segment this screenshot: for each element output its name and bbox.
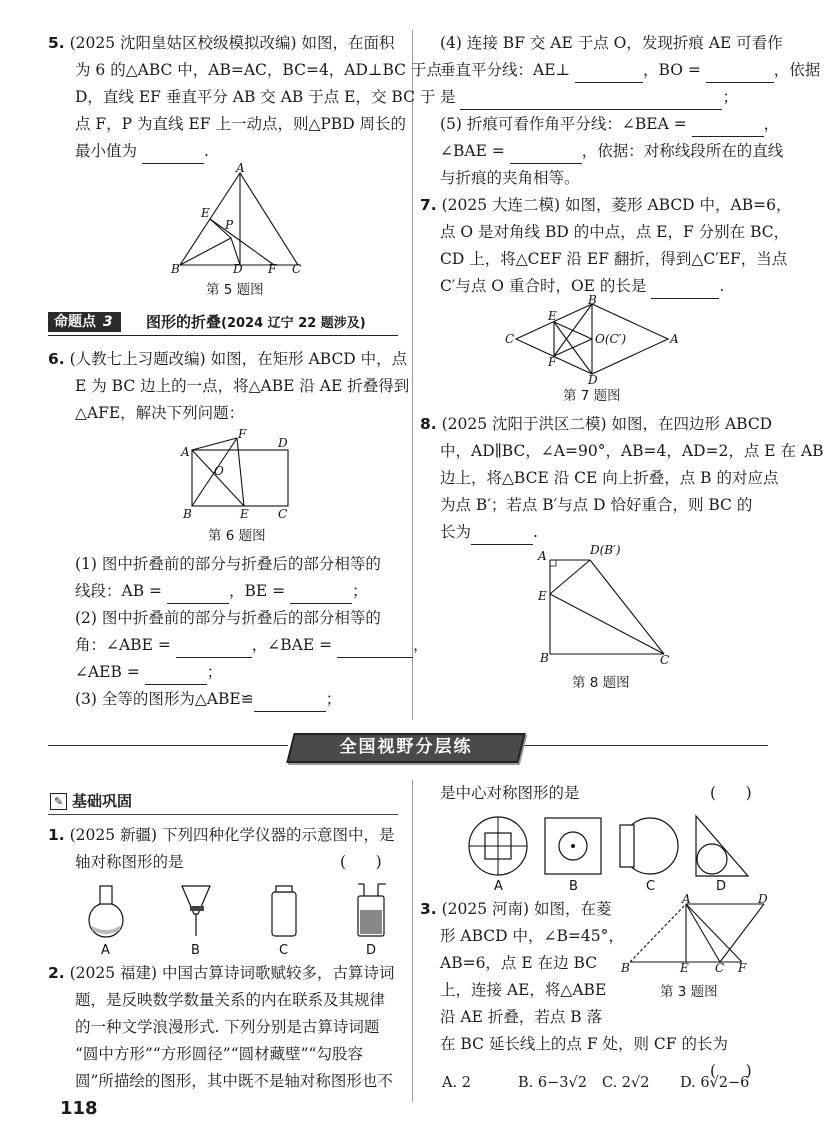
q3-side-ab [630,904,686,962]
q2-line-3: 的一种文学浪漫形式. 下列分别是古算诗词题 [75,1018,380,1036]
q6-rectangle-abcd [192,450,288,506]
q1-option-c-label: C [279,943,289,958]
q2-line-4: “圆中方形”“方形圆径”“圆材藏壁”“勾股容 [75,1045,363,1063]
q6-label-b: B [183,507,192,521]
q6-line-3: △AFE，解决下列问题： [75,404,245,422]
q2-option-b[interactable] [545,818,601,894]
q6-line-1 [48,346,407,372]
q5-label-f: F [268,262,277,276]
q3-figure [618,894,778,976]
q3-line-5: 沿 AE 折叠，若点 B 落 [440,1008,603,1026]
q8-caption: 第 8 题图 [572,675,630,691]
q7-text-1: (2025 大连二模) 如图，菱形 ABCD 中，AB=6， [441,196,792,214]
q7-line-3: CD 上，将△CEF 沿 EF 翻折，得到△C′EF，当点 [440,250,788,268]
q5-text-5: 最小值为 [75,142,138,160]
q8-line-5: 长为 . [440,519,538,545]
q2-option-a-label: A [494,879,503,894]
q6-label-d: D [278,436,288,450]
q2-line-1: 2. (2025 福建) 中国古算诗词歌赋较多，古算诗词 [48,964,395,982]
q7-caption: 第 7 题图 [563,388,621,404]
q5-label-b: B [171,262,180,276]
q6-ab-blank[interactable] [167,585,229,604]
q3-label-b: B [621,961,630,975]
q7-label-f: F [548,355,557,369]
q5-line-4: 点 F，P 为直线 EF 上一动点，则△PBD 周长的 [75,115,407,133]
q7-number: 7. [420,196,437,214]
q3-line-3: AB=6，点 E 在边 BC [440,954,598,972]
q2-option-d[interactable] [696,816,748,894]
section-header [48,311,398,336]
q5-label-e: E [201,206,210,220]
q6-bae2-blank[interactable] [510,145,582,164]
page-number: 118 [60,1098,98,1119]
q3-line-6: 在 BC 延长线上的点 F 处，则 CF 的长为 [440,1035,728,1053]
q8-label-d: D(B′) [590,543,621,557]
q7-label-c: C [505,332,515,346]
q1-options [70,878,400,958]
q2-cont-line: 是中心对称图形的是 [440,784,580,802]
q8-sides-ab-bc [550,560,664,654]
q8-line-3: 边上，将△BCE 沿 CE 向上折叠，点 B 的对应点 [440,469,779,487]
q1-option-b-label: B [191,943,200,958]
q3-line-1: 3. (2025 河南) 如图，在菱 [420,900,612,918]
section-note: (2024 辽宁 22 题涉及) [221,316,366,331]
q7-line-1 [420,192,791,218]
q5-answer-blank[interactable] [142,145,204,164]
q3-label-c: C [715,961,725,975]
q5-line-1 [48,30,395,56]
q2-line-5: 圆”所描绘的图形，其中既不是轴对称图形也不 [75,1072,393,1090]
q3-choice-b[interactable]: B. 6−3√2 [518,1075,587,1091]
q5-label-a: A [236,161,245,175]
q6-aeb-blank[interactable] [145,666,207,685]
q7-answer-blank[interactable] [651,280,719,299]
q3-line-4: 上，连接 AE，将△ABE [440,981,607,999]
q7-line-4: C′与点 O 重合时，OE 的长是 . [440,273,724,299]
q3-label-d: D [758,892,768,906]
q5-text-1: (2025 沈阳皇姑区校级模拟改编) 如图，在面积 [69,34,395,52]
column-divider-lower [412,780,413,1102]
q5-line-2: 为 6 的△ABC 中，AB=AC，BC=4，AD⊥BC 于点 [75,61,442,79]
banner-title: 全国视野分层练 [339,737,473,757]
pencil-icon: ✎ [50,793,67,810]
q8-label-c: C [660,653,670,667]
q6-reason-blank[interactable] [460,91,722,110]
basics-title: 基础巩固 [72,792,133,810]
q6-part5-line1: (5) 折痕可看作角平分线：∠BEA = ， [440,111,779,137]
q6-part4-line1: (4) 连接 BF 交 AE 于点 O，发现折痕 AE 可看作 [440,34,783,52]
q1-option-b[interactable] [182,886,210,958]
q2-option-a[interactable] [469,817,527,894]
section-title: 图形的折叠(2024 辽宁 22 题涉及) [146,313,366,331]
q5-triangle-abc [180,173,298,265]
q8-right-angle-mark [550,560,556,566]
q2-option-b-label: B [569,879,578,894]
q6-label-c: C [278,507,288,521]
q6-part5-line3: 与折痕的夹角相等。 [440,169,580,187]
q3-answer-paren[interactable]: ( ) [710,1062,752,1080]
q7-label-e: E [548,309,557,323]
q5-line-5 [75,138,209,164]
q2-line-2: 题，是反映数学数量关系的内在联系及其规律 [75,991,386,1009]
q2-option-c-label: C [646,879,656,894]
q2-answer-paren[interactable]: ( ) [710,784,752,802]
q8-side-dc [590,560,664,654]
q3-choice-c[interactable]: C. 2√2 [602,1075,650,1091]
q6-congruent-blank[interactable] [254,693,326,712]
q7-label-d: D [588,373,598,387]
q6-label-o: O [214,464,224,478]
q6-part2-line3: ∠AEB = ； [75,659,222,685]
q6-part1-line1: (1) 图中折叠前的部分与折叠后的部分相等的 [75,555,381,573]
q2-number: 2. [48,964,65,982]
q8-answer-blank[interactable] [471,526,533,545]
q3-segment-af [686,904,742,962]
q5-segment-pd [231,238,240,265]
q6-part5-line2: ∠BAE = ，依据：对称线段所在的直线 [440,138,783,164]
q6-be-blank[interactable] [290,585,352,604]
q1-option-d[interactable] [358,884,386,958]
q1-option-a[interactable] [89,886,123,958]
q8-label-b: B [540,651,549,665]
q8-number: 8. [420,415,437,433]
q8-label-e: E [538,589,547,603]
q3-choice-d[interactable]: D. 6√2−6 [680,1075,750,1091]
q7-line-2: 点 O 是对角线 BD 的中点，点 E，F 分别在 BC， [440,223,790,241]
banner-rule-left [48,745,288,746]
q6-part3-line: (3) 全等的图形为△ABE≌ ； [75,686,341,712]
q6-text-1: (人教七上习题改编) 如图，在矩形 ABCD 中，点 [69,350,408,368]
q6-figure [178,427,298,521]
q6-label-a: A [181,445,190,459]
q8-fold-ec [550,594,664,654]
q5-text-end: . [203,142,209,160]
q5-caption: 第 5 题图 [206,282,264,298]
q3-choice-a[interactable]: A. 2 [442,1075,471,1091]
q5-segment-bp [180,238,231,265]
basics-heading [48,790,398,815]
q5-line-ef [210,219,274,265]
q1-line-2: 轴对称图形的是 [75,853,184,871]
q6-perp-blank[interactable] [575,64,643,83]
banner-rule-right [520,745,768,746]
q7-label-o: O(C′) [595,332,627,346]
q8-line-1 [420,411,772,437]
section-number: 3 [102,314,113,330]
q6-segment-fe [237,438,244,506]
q6-bea-blank[interactable] [692,118,764,137]
q3-label-f: F [738,961,747,975]
q3-choices [440,1072,780,1096]
q6-part4-line2: 垂直平分线：AE⊥ ，BO = ，依据 [440,57,820,83]
q3-side-dc [720,904,764,962]
q6-part1-line2: 线段：AB = ，BE = ； [75,578,368,604]
q5-line-3: D，直线 EF 垂直平分 AB 交 AB 于点 E，交 BC 于 [75,88,436,106]
q6-line-2: E 为 BC 边上的一点，将△ABE 沿 AE 折叠得到 [75,377,410,395]
q6-bae-blank[interactable] [337,639,413,658]
q5-label-p: P [225,218,234,232]
q1-option-a-label: A [101,943,110,958]
q5-label-d: D [233,262,243,276]
q3-number: 3. [420,900,437,918]
q1-answer-paren[interactable]: ( ) [340,853,382,871]
q1-number: 1. [48,826,65,844]
q3-caption: 第 3 题图 [660,984,718,1000]
q3-line-2: 形 ABCD 中，∠B=45°， [440,927,624,945]
q2-options [460,810,760,896]
q7-label-b: B [588,293,597,307]
q3-label-a: A [682,892,691,906]
q5-figure [165,161,315,277]
q2-option-d-label: D [716,879,727,894]
q7-label-a: A [670,332,679,346]
q1-option-d-label: D [366,943,377,958]
q6-fold-ae [192,450,244,506]
q1-option-c[interactable] [272,886,296,958]
q8-figure [532,543,682,668]
q8-line-2: 中，AD∥BC，∠A=90°，AB=4，AD=2，点 E 在 AB [440,442,824,460]
q6-label-e: E [240,507,249,521]
q6-part2-line2: 角：∠ABE = ，∠BAE = ， [75,632,429,658]
section-tag: 命题点 3 [48,312,121,332]
q6-caption: 第 6 题图 [208,528,266,544]
q8-label-a: A [538,549,547,563]
q6-abe-blank[interactable] [176,639,252,658]
q6-number: 6. [48,350,65,368]
q5-label-c: C [292,262,302,276]
q8-text-1: (2025 沈阳于洪区二模) 如图，在四边形 ABCD [441,415,773,433]
q8-line-4: 为点 B′；若点 B′与点 D 恰好重合，则 BC 的 [440,496,753,514]
q2-option-c[interactable] [620,818,678,894]
q6-bo-blank[interactable] [706,64,774,83]
q7-figure [502,293,692,387]
q6-part4-line3: 是 ； [440,84,738,110]
q5-number: 5. [48,34,65,52]
q6-label-f: F [238,427,247,441]
column-divider [412,30,413,720]
q1-line-1: 1. (2025 新疆) 下列四种化学仪器的示意图中，是 [48,826,395,844]
q3-segment-ac [686,904,720,962]
q3-label-e: E [680,961,689,975]
q6-part2-line1: (2) 图中折叠前的部分与折叠后的部分相等的 [75,609,381,627]
